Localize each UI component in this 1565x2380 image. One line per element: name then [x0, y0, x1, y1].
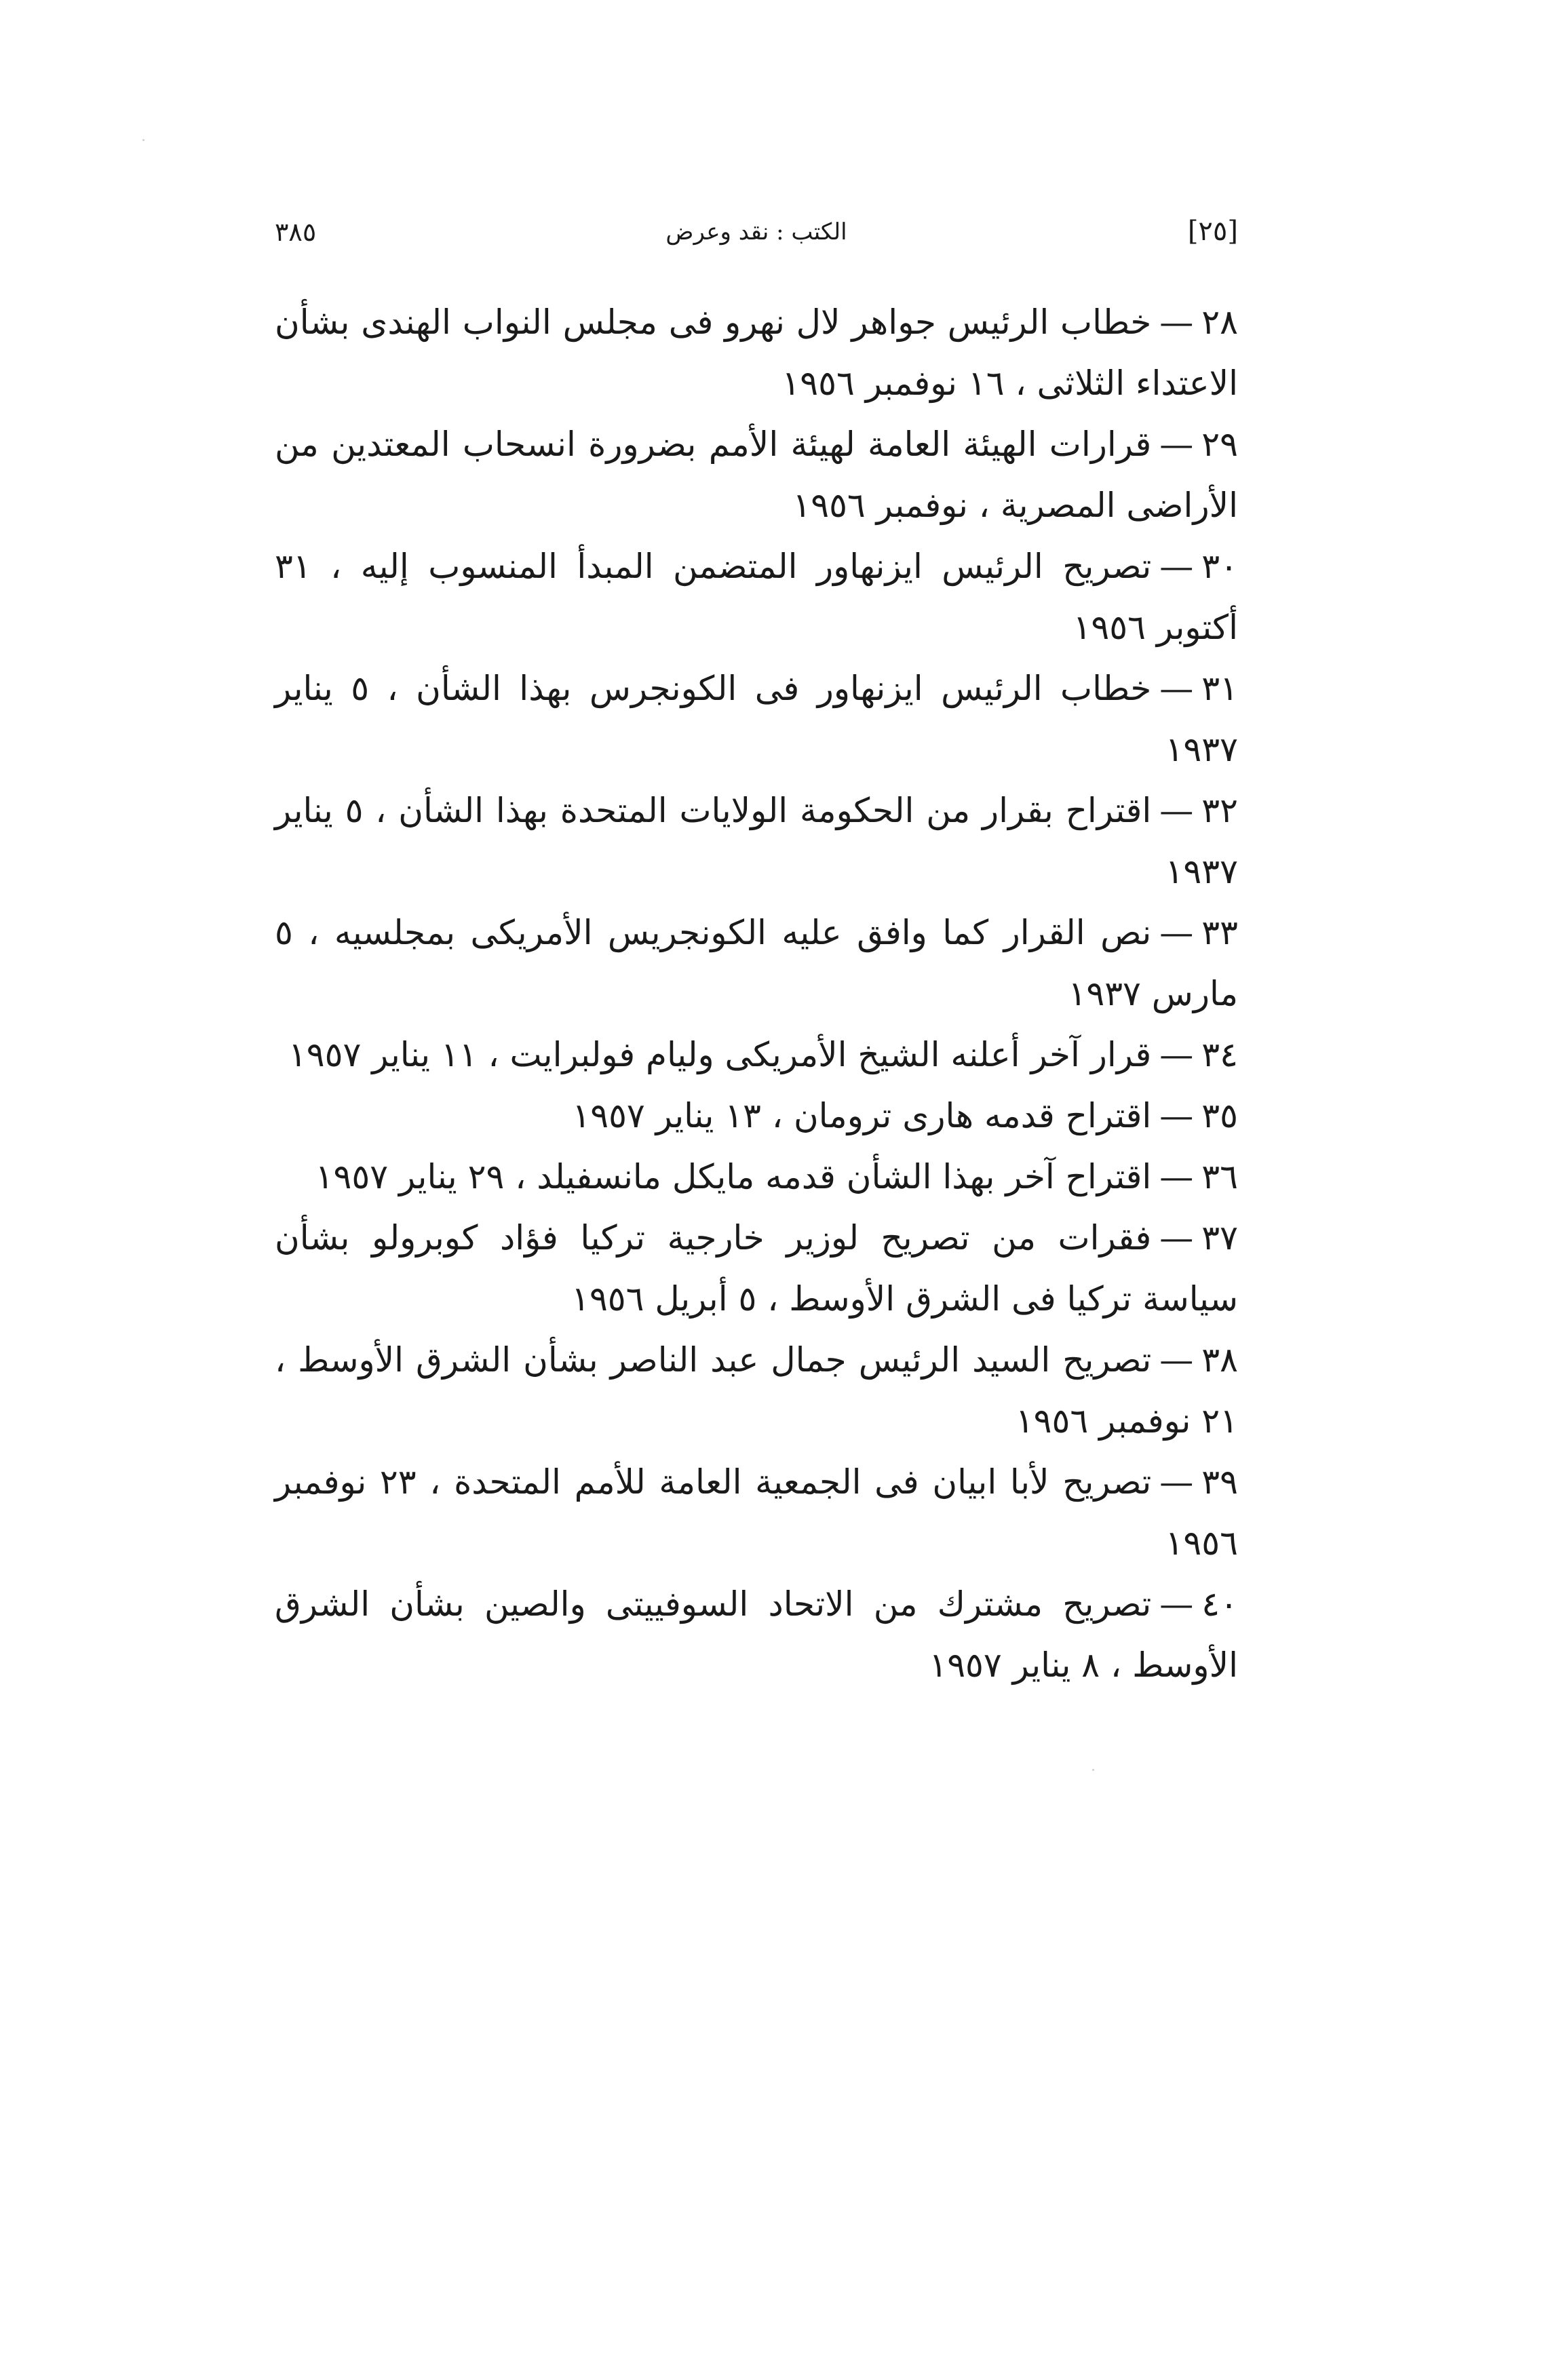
entry-text: اقتراح بقرار من الحكومة الولايات المتحدة بهذا الشأن ، ٥ يناير ١٩٣٧	[275, 791, 1238, 891]
page-header	[275, 216, 1238, 256]
entry-text: تصريح السيد الرئيس جمال عبد الناصر بشأن الشرق الأوسط ، ٢١ نوفمبر ١٩٥٦	[275, 1340, 1238, 1441]
entry-dash: —	[1159, 1096, 1194, 1135]
scan-speck	[142, 139, 144, 141]
entry-number: ٣٨	[1201, 1340, 1238, 1380]
entry-number: ٣٩	[1201, 1462, 1239, 1502]
list-item	[275, 780, 1238, 902]
entry-text: فقرات من تصريح لوزير خارجية تركيا فؤاد كوبرولو بشأن سياسة تركيا فى الشرق الأوسط ، ٥ أبريل ١٩٥٦	[275, 1218, 1238, 1319]
entry-dash: —	[1159, 1218, 1194, 1257]
entry-number: ٣٦	[1201, 1157, 1238, 1196]
list-item	[275, 414, 1238, 536]
entry-dash: —	[1159, 1584, 1194, 1624]
document-list	[275, 292, 1238, 1696]
running-title: الكتب : نقد وعرض	[665, 218, 847, 246]
entry-text: تصريح مشترك من الاتحاد السوفييتى والصين بشأن الشرق الأوسط ، ٨ يناير ١٩٥٧	[275, 1584, 1238, 1685]
entry-dash: —	[1159, 1462, 1194, 1502]
entry-text: خطاب الرئيس ايزنهاور فى الكونجرس بهذا الشأن ، ٥ يناير ١٩٣٧	[275, 669, 1238, 769]
entry-number: ٣٢	[1201, 791, 1238, 830]
list-item	[275, 1085, 1238, 1146]
entry-dash: —	[1159, 1035, 1194, 1074]
entry-number: ٣٥	[1201, 1096, 1238, 1135]
scan-speck	[1092, 1769, 1094, 1771]
entry-number: ٤٠	[1201, 1584, 1238, 1624]
entry-text: اقتراح آخر بهذا الشأن قدمه مايكل مانسفيلد ، ٢٩ يناير ١٩٥٧	[315, 1157, 1152, 1196]
entry-dash: —	[1159, 913, 1194, 952]
entry-number: ٣٣	[1201, 913, 1238, 952]
list-item	[275, 1451, 1238, 1574]
list-item	[275, 536, 1238, 658]
entry-number: ٣١	[1201, 669, 1238, 708]
list-item	[275, 1574, 1238, 1696]
entry-number: ٣٠	[1201, 547, 1238, 586]
folio-bracket: [٢٥]	[1187, 216, 1238, 247]
entry-number: ٢٩	[1201, 425, 1238, 464]
entry-number: ٣٤	[1201, 1035, 1238, 1074]
entry-text: اقتراح قدمه هارى ترومان ، ١٣ يناير ١٩٥٧	[572, 1096, 1152, 1135]
entry-text: نص القرار كما وافق عليه الكونجريس الأمريكى بمجلسيه ، ٥ مارس ١٩٣٧	[275, 913, 1238, 1013]
list-item	[275, 292, 1238, 414]
entry-number: ٢٨	[1201, 303, 1238, 342]
entry-text: تصريح الرئيس ايزنهاور المتضمن المبدأ المنسوب إليه ، ٣١ أكتوبر ١٩٥٦	[275, 547, 1238, 647]
entry-dash: —	[1159, 425, 1194, 464]
list-item	[275, 1024, 1238, 1085]
list-item	[275, 1329, 1238, 1451]
entry-dash: —	[1159, 791, 1194, 830]
entry-dash: —	[1159, 1340, 1194, 1380]
list-item	[275, 658, 1238, 780]
entry-text: تصريح لأبا ابيان فى الجمعية العامة للأمم المتحدة ، ٢٣ نوفمبر ١٩٥٦	[275, 1462, 1238, 1563]
entry-text: قرارات الهيئة العامة لهيئة الأمم بضرورة انسحاب المعتدين من الأراضى المصرية ، نوفمبر ١٩٥٦	[275, 425, 1238, 525]
entry-text: خطاب الرئيس جواهر لال نهرو فى مجلس النواب الهندى بشأن الاعتداء الثلاثى ، ١٦ نوفمبر ١٩٥٦	[275, 303, 1238, 403]
list-item	[275, 1207, 1238, 1329]
entry-dash: —	[1159, 547, 1194, 586]
entry-text: قرار آخر أعلنه الشيخ الأمريكى وليام فولبرايت ، ١١ يناير ١٩٥٧	[288, 1035, 1152, 1074]
page-number: ٣٨٥	[275, 217, 317, 247]
entry-dash: —	[1159, 669, 1194, 708]
entry-dash: —	[1159, 303, 1194, 342]
entry-number: ٣٧	[1201, 1218, 1238, 1257]
list-item	[275, 902, 1238, 1024]
entry-dash: —	[1159, 1157, 1194, 1196]
list-item	[275, 1146, 1238, 1207]
